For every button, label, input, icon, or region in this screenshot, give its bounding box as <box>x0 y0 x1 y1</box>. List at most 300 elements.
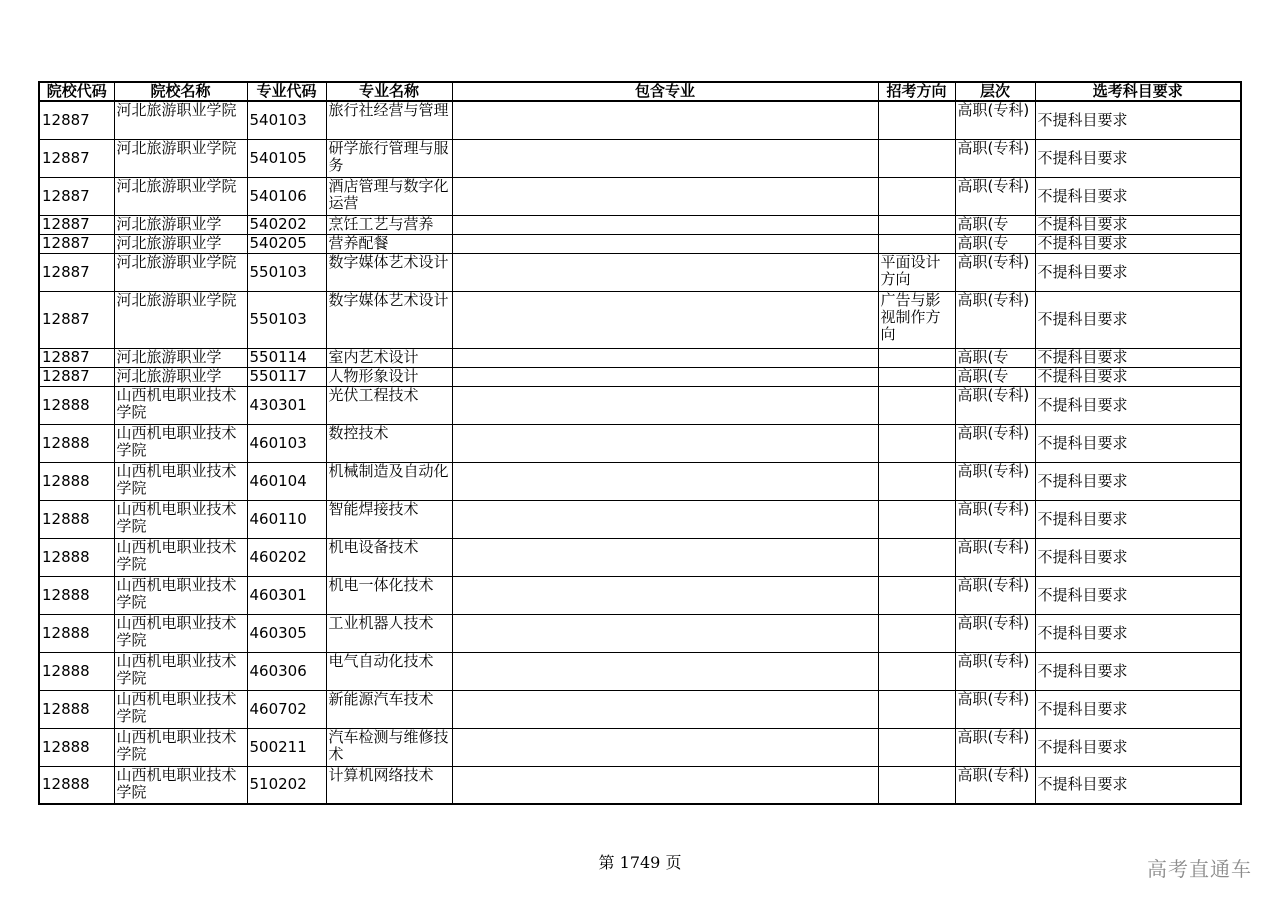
cell-school-code <box>39 766 114 804</box>
cell-major-code-text: 550103 <box>249 310 307 328</box>
cell-school-name-text: 山西机电职业技术学院 <box>116 423 237 459</box>
cell-subject-requirement-text: 不提科目要求 <box>1037 367 1128 385</box>
cell-direction <box>878 253 955 291</box>
header-cell-school-code: 院校代码 <box>39 82 114 101</box>
cell-subject-requirement-text: 不提科目要求 <box>1037 661 1128 680</box>
cell-school-code <box>39 386 114 424</box>
cell-major-code-text: 540106 <box>249 186 307 205</box>
cell-school-name <box>114 728 247 766</box>
cell-school-name-text: 河北旅游职业学 <box>116 347 222 366</box>
table-row <box>39 348 1241 367</box>
cell-level-text: 高职(专科) <box>957 651 1030 670</box>
table-row <box>39 462 1241 500</box>
cell-subject-requirement <box>1035 690 1241 728</box>
cell-major-name-text: 烹饪工艺与营养 <box>328 214 434 233</box>
table-body <box>39 101 1241 804</box>
cell-subject-requirement <box>1035 367 1241 386</box>
cell-level-text: 高职(专 <box>957 233 1009 252</box>
cell-school-code <box>39 291 114 348</box>
table-row <box>39 576 1241 614</box>
cell-level <box>955 253 1035 291</box>
cell-subject-requirement <box>1035 177 1241 215</box>
cell-level-text: 高职(专科) <box>957 290 1030 309</box>
cell-included-majors <box>452 538 878 576</box>
cell-school-name-text: 山西机电职业技术学院 <box>116 499 237 535</box>
cell-school-code <box>39 652 114 690</box>
cell-school-name <box>114 101 247 139</box>
cell-subject-requirement-text: 不提科目要求 <box>1037 509 1128 528</box>
table-row <box>39 690 1241 728</box>
cell-included-majors <box>452 101 878 139</box>
cell-included-majors <box>452 177 878 215</box>
cell-school-name-text: 河北旅游职业学 <box>116 214 222 233</box>
header-cell-school-name: 院校名称 <box>114 82 247 101</box>
header-cell-included-majors: 包含专业 <box>452 82 878 101</box>
cell-subject-requirement-text: 不提科目要求 <box>1037 262 1128 281</box>
cell-major-code <box>247 101 326 139</box>
cell-school-name-text: 山西机电职业技术学院 <box>116 727 237 763</box>
cell-included-majors <box>452 728 878 766</box>
cell-subject-requirement <box>1035 538 1241 576</box>
cell-direction <box>878 462 955 500</box>
cell-school-code <box>39 538 114 576</box>
cell-direction <box>878 500 955 538</box>
cell-subject-requirement <box>1035 253 1241 291</box>
cell-subject-requirement-text: 不提科目要求 <box>1037 234 1128 252</box>
cell-school-name <box>114 367 247 386</box>
cell-school-name <box>114 291 247 348</box>
cell-major-name <box>326 614 452 652</box>
cell-direction <box>878 215 955 234</box>
cell-major-name-text: 营养配餐 <box>328 233 389 252</box>
cell-major-code-text: 550117 <box>249 367 307 385</box>
cell-subject-requirement-text: 不提科目要求 <box>1037 699 1128 718</box>
cell-school-name-text: 山西机电职业技术学院 <box>116 385 237 421</box>
cell-school-code-text: 12887 <box>42 186 90 205</box>
cell-level-text: 高职(专科) <box>957 575 1030 594</box>
cell-school-code-text: 12888 <box>42 471 90 490</box>
cell-level-text: 高职(专科) <box>957 252 1030 271</box>
cell-direction <box>878 348 955 367</box>
cell-direction <box>878 652 955 690</box>
cell-subject-requirement-text: 不提科目要求 <box>1037 547 1128 566</box>
table-row <box>39 728 1241 766</box>
cell-major-code <box>247 253 326 291</box>
cell-subject-requirement <box>1035 462 1241 500</box>
cell-direction-text: 广告与影视制作方向 <box>880 290 941 343</box>
cell-major-name <box>326 576 452 614</box>
header-cell-direction: 招考方向 <box>878 82 955 101</box>
cell-subject-requirement <box>1035 766 1241 804</box>
cell-subject-requirement <box>1035 291 1241 348</box>
cell-level-text: 高职(专科) <box>957 727 1030 746</box>
cell-subject-requirement-text: 不提科目要求 <box>1037 148 1128 167</box>
cell-included-majors <box>452 139 878 177</box>
cell-major-code-text: 460702 <box>249 699 307 718</box>
cell-major-name-text: 新能源汽车技术 <box>328 689 434 708</box>
cell-school-name-text: 河北旅游职业学院 <box>116 138 237 157</box>
cell-included-majors <box>452 462 878 500</box>
cell-major-name-text: 智能焊接技术 <box>328 499 419 518</box>
cell-school-code-text: 12887 <box>42 348 90 366</box>
cell-school-code-text: 12887 <box>42 262 90 281</box>
cell-major-name-text: 机电一体化技术 <box>328 575 434 594</box>
cell-major-code <box>247 500 326 538</box>
header-cell-major-code: 专业代码 <box>247 82 326 101</box>
cell-major-name <box>326 367 452 386</box>
cell-school-name-text: 山西机电职业技术学院 <box>116 613 237 649</box>
cell-major-name-text: 数字媒体艺术设计 <box>328 290 449 309</box>
cell-level <box>955 728 1035 766</box>
cell-level <box>955 462 1035 500</box>
table-row <box>39 538 1241 576</box>
cell-school-code <box>39 348 114 367</box>
cell-school-name-text: 山西机电职业技术学院 <box>116 651 237 687</box>
cell-major-code-text: 500211 <box>249 737 307 756</box>
cell-major-code-text: 460103 <box>249 433 307 452</box>
cell-major-code-text: 460104 <box>249 471 307 490</box>
cell-school-code <box>39 253 114 291</box>
cell-subject-requirement <box>1035 234 1241 253</box>
cell-major-name-text: 数控技术 <box>328 423 389 442</box>
cell-school-name-text: 山西机电职业技术学院 <box>116 575 237 611</box>
cell-level-text: 高职(专科) <box>957 499 1030 518</box>
cell-school-name <box>114 215 247 234</box>
cell-included-majors <box>452 386 878 424</box>
cell-school-name <box>114 462 247 500</box>
cell-subject-requirement-text: 不提科目要求 <box>1037 737 1128 756</box>
cell-school-name-text: 河北旅游职业学院 <box>116 252 237 271</box>
cell-major-name <box>326 652 452 690</box>
cell-school-code-text: 12888 <box>42 509 90 528</box>
cell-major-code <box>247 576 326 614</box>
cell-subject-requirement <box>1035 652 1241 690</box>
cell-major-code <box>247 234 326 253</box>
cell-school-code-text: 12888 <box>42 699 90 718</box>
table-row <box>39 386 1241 424</box>
cell-school-code-text: 12888 <box>42 395 90 414</box>
cell-included-majors <box>452 614 878 652</box>
cell-major-code-text: 540205 <box>249 234 307 252</box>
cell-school-code <box>39 234 114 253</box>
cell-subject-requirement-text: 不提科目要求 <box>1037 310 1128 328</box>
cell-subject-requirement <box>1035 424 1241 462</box>
cell-direction-text: 平面设计方向 <box>880 252 941 288</box>
table-row <box>39 253 1241 291</box>
cell-major-code <box>247 652 326 690</box>
cell-direction <box>878 139 955 177</box>
cell-level-text: 高职(专科) <box>957 101 1030 119</box>
table-row <box>39 215 1241 234</box>
cell-subject-requirement <box>1035 215 1241 234</box>
cell-level-text: 高职(专 <box>957 214 1009 233</box>
cell-direction <box>878 614 955 652</box>
cell-major-name-text: 机械制造及自动化 <box>328 461 449 480</box>
cell-major-name <box>326 538 452 576</box>
cell-major-code-text: 510202 <box>249 775 307 794</box>
cell-direction <box>878 766 955 804</box>
cell-major-name <box>326 348 452 367</box>
cell-subject-requirement-text: 不提科目要求 <box>1037 623 1128 642</box>
table-row <box>39 367 1241 386</box>
cell-school-name <box>114 386 247 424</box>
header-cell-subject-requirement: 选考科目要求 <box>1035 82 1241 101</box>
cell-level <box>955 690 1035 728</box>
page-number: 第 1749 页 <box>598 853 682 872</box>
table-row <box>39 614 1241 652</box>
cell-school-name-text: 山西机电职业技术学院 <box>116 765 237 801</box>
cell-subject-requirement-text: 不提科目要求 <box>1037 186 1128 205</box>
cell-school-code-text: 12887 <box>42 367 90 385</box>
cell-major-name <box>326 253 452 291</box>
cell-school-name <box>114 614 247 652</box>
cell-subject-requirement-text: 不提科目要求 <box>1037 471 1128 490</box>
cell-major-name <box>326 215 452 234</box>
cell-direction <box>878 728 955 766</box>
cell-school-name <box>114 690 247 728</box>
cell-direction <box>878 386 955 424</box>
table-row <box>39 766 1241 804</box>
cell-major-code-text: 550114 <box>249 348 307 366</box>
cell-major-name-text: 工业机器人技术 <box>328 613 434 632</box>
cell-major-name-text: 电气自动化技术 <box>328 651 434 670</box>
cell-school-code <box>39 576 114 614</box>
cell-major-name <box>326 139 452 177</box>
cell-major-name <box>326 766 452 804</box>
cell-major-code-text: 460305 <box>249 623 307 642</box>
cell-level <box>955 424 1035 462</box>
cell-included-majors <box>452 291 878 348</box>
cell-major-code-text: 460110 <box>249 509 307 528</box>
cell-major-name <box>326 690 452 728</box>
cell-level-text: 高职(专科) <box>957 423 1030 442</box>
cell-subject-requirement-text: 不提科目要求 <box>1037 348 1128 366</box>
cell-level <box>955 139 1035 177</box>
cell-level-text: 高职(专科) <box>957 765 1030 784</box>
cell-subject-requirement <box>1035 576 1241 614</box>
table-row <box>39 291 1241 348</box>
cell-school-code-text: 12887 <box>42 310 90 328</box>
cell-major-code <box>247 728 326 766</box>
cell-level <box>955 614 1035 652</box>
cell-major-code <box>247 386 326 424</box>
cell-subject-requirement-text: 不提科目要求 <box>1037 110 1128 129</box>
cell-school-code-text: 12887 <box>42 215 90 233</box>
cell-major-code <box>247 424 326 462</box>
cell-school-code <box>39 424 114 462</box>
cell-major-name <box>326 500 452 538</box>
cell-subject-requirement-text: 不提科目要求 <box>1037 433 1128 452</box>
cell-major-code <box>247 766 326 804</box>
cell-school-code-text: 12888 <box>42 737 90 756</box>
cell-major-name-text: 研学旅行管理与服务 <box>328 138 449 174</box>
cell-included-majors <box>452 766 878 804</box>
cell-major-code <box>247 614 326 652</box>
cell-major-name <box>326 462 452 500</box>
cell-level <box>955 766 1035 804</box>
cell-major-code-text: 460202 <box>249 547 307 566</box>
cell-major-code <box>247 139 326 177</box>
cell-level <box>955 234 1035 253</box>
cell-level-text: 高职(专科) <box>957 176 1030 195</box>
cell-school-name <box>114 766 247 804</box>
cell-level-text: 高职(专科) <box>957 138 1030 157</box>
cell-major-name-text: 室内艺术设计 <box>328 347 419 366</box>
cell-major-name-text: 机电设备技术 <box>328 537 419 556</box>
cell-major-code-text: 550103 <box>249 262 307 281</box>
cell-school-name <box>114 348 247 367</box>
cell-school-name <box>114 576 247 614</box>
cell-school-name-text: 河北旅游职业学院 <box>116 290 237 309</box>
cell-level-text: 高职(专 <box>957 347 1009 366</box>
cell-subject-requirement-text: 不提科目要求 <box>1037 585 1128 604</box>
cell-level-text: 高职(专科) <box>957 461 1030 480</box>
cell-major-name-text: 汽车检测与维修技术 <box>328 727 449 763</box>
cell-level <box>955 367 1035 386</box>
cell-subject-requirement-text: 不提科目要求 <box>1037 775 1128 794</box>
cell-school-name <box>114 500 247 538</box>
cell-major-code <box>247 348 326 367</box>
cell-major-name-text: 旅行社经营与管理 <box>328 101 449 119</box>
cell-school-code <box>39 690 114 728</box>
cell-major-name-text: 酒店管理与数字化运营 <box>328 176 449 212</box>
cell-major-code <box>247 215 326 234</box>
cell-level <box>955 215 1035 234</box>
cell-school-name <box>114 234 247 253</box>
cell-included-majors <box>452 690 878 728</box>
cell-major-name <box>326 424 452 462</box>
cell-school-name-text: 山西机电职业技术学院 <box>116 537 237 573</box>
table-row <box>39 652 1241 690</box>
cell-major-code-text: 460306 <box>249 661 307 680</box>
cell-major-name-text: 人物形象设计 <box>328 366 419 385</box>
cell-school-name <box>114 253 247 291</box>
cell-included-majors <box>452 652 878 690</box>
cell-direction <box>878 177 955 215</box>
cell-subject-requirement-text: 不提科目要求 <box>1037 395 1128 414</box>
cell-major-code-text: 540105 <box>249 148 307 167</box>
cell-direction <box>878 234 955 253</box>
cell-level-text: 高职(专科) <box>957 385 1030 404</box>
watermark-text: 高考直通车 <box>1147 857 1252 881</box>
cell-subject-requirement <box>1035 101 1241 139</box>
cell-included-majors <box>452 424 878 462</box>
cell-level <box>955 386 1035 424</box>
table-row <box>39 500 1241 538</box>
cell-school-code-text: 12888 <box>42 585 90 604</box>
cell-major-code-text: 540103 <box>249 110 307 129</box>
cell-major-name <box>326 101 452 139</box>
cell-school-code-text: 12887 <box>42 234 90 252</box>
cell-major-name <box>326 386 452 424</box>
cell-school-code <box>39 139 114 177</box>
cell-major-code-text: 540202 <box>249 215 307 233</box>
cell-direction <box>878 424 955 462</box>
table-row <box>39 424 1241 462</box>
cell-school-code <box>39 215 114 234</box>
cell-school-name <box>114 424 247 462</box>
cell-school-name-text: 山西机电职业技术学院 <box>116 689 237 725</box>
cell-level-text: 高职(专科) <box>957 689 1030 708</box>
cell-level <box>955 576 1035 614</box>
cell-level-text: 高职(专科) <box>957 613 1030 632</box>
cell-school-name <box>114 652 247 690</box>
cell-direction <box>878 576 955 614</box>
cell-included-majors <box>452 234 878 253</box>
cell-level <box>955 348 1035 367</box>
cell-subject-requirement <box>1035 348 1241 367</box>
cell-major-code <box>247 462 326 500</box>
cell-major-code-text: 460301 <box>249 585 307 604</box>
cell-level <box>955 500 1035 538</box>
cell-level-text: 高职(专 <box>957 366 1009 385</box>
cell-major-name-text: 计算机网络技术 <box>328 765 434 784</box>
cell-level <box>955 652 1035 690</box>
cell-school-name <box>114 177 247 215</box>
cell-school-name-text: 山西机电职业技术学院 <box>116 461 237 497</box>
cell-school-code <box>39 177 114 215</box>
cell-school-name-text: 河北旅游职业学 <box>116 366 222 385</box>
cell-major-name-text: 光伏工程技术 <box>328 385 419 404</box>
cell-major-code-text: 430301 <box>249 395 307 414</box>
cell-level <box>955 291 1035 348</box>
cell-major-code <box>247 177 326 215</box>
cell-school-name-text: 河北旅游职业学院 <box>116 101 237 119</box>
cell-school-code <box>39 462 114 500</box>
cell-subject-requirement <box>1035 139 1241 177</box>
cell-included-majors <box>452 367 878 386</box>
cell-subject-requirement <box>1035 614 1241 652</box>
cell-included-majors <box>452 500 878 538</box>
cell-direction <box>878 538 955 576</box>
cell-school-code-text: 12887 <box>42 110 90 129</box>
cell-school-code-text: 12888 <box>42 775 90 794</box>
cell-school-code <box>39 614 114 652</box>
cell-school-code-text: 12888 <box>42 623 90 642</box>
cell-school-name <box>114 538 247 576</box>
cell-major-code <box>247 538 326 576</box>
cell-included-majors <box>452 348 878 367</box>
cell-major-code <box>247 367 326 386</box>
cell-level <box>955 177 1035 215</box>
cell-subject-requirement <box>1035 728 1241 766</box>
header-cell-level: 层次 <box>955 82 1035 101</box>
cell-subject-requirement <box>1035 500 1241 538</box>
cell-school-name-text: 河北旅游职业学院 <box>116 176 237 195</box>
table-row <box>39 101 1241 139</box>
cell-direction <box>878 101 955 139</box>
cell-school-code-text: 12888 <box>42 547 90 566</box>
cell-school-name-text: 河北旅游职业学 <box>116 233 222 252</box>
header-row <box>39 82 1241 101</box>
cell-included-majors <box>452 215 878 234</box>
cell-direction <box>878 690 955 728</box>
cell-major-name <box>326 234 452 253</box>
cell-subject-requirement-text: 不提科目要求 <box>1037 215 1128 233</box>
cell-level-text: 高职(专科) <box>957 537 1030 556</box>
cell-direction <box>878 291 955 348</box>
cell-level <box>955 538 1035 576</box>
cell-major-name <box>326 291 452 348</box>
cell-major-name-text: 数字媒体艺术设计 <box>328 252 449 271</box>
cell-level <box>955 101 1035 139</box>
cell-school-code <box>39 101 114 139</box>
table-row <box>39 177 1241 215</box>
cell-major-code <box>247 291 326 348</box>
header-cell-major-name: 专业名称 <box>326 82 452 101</box>
cell-school-code <box>39 500 114 538</box>
cell-school-code <box>39 728 114 766</box>
